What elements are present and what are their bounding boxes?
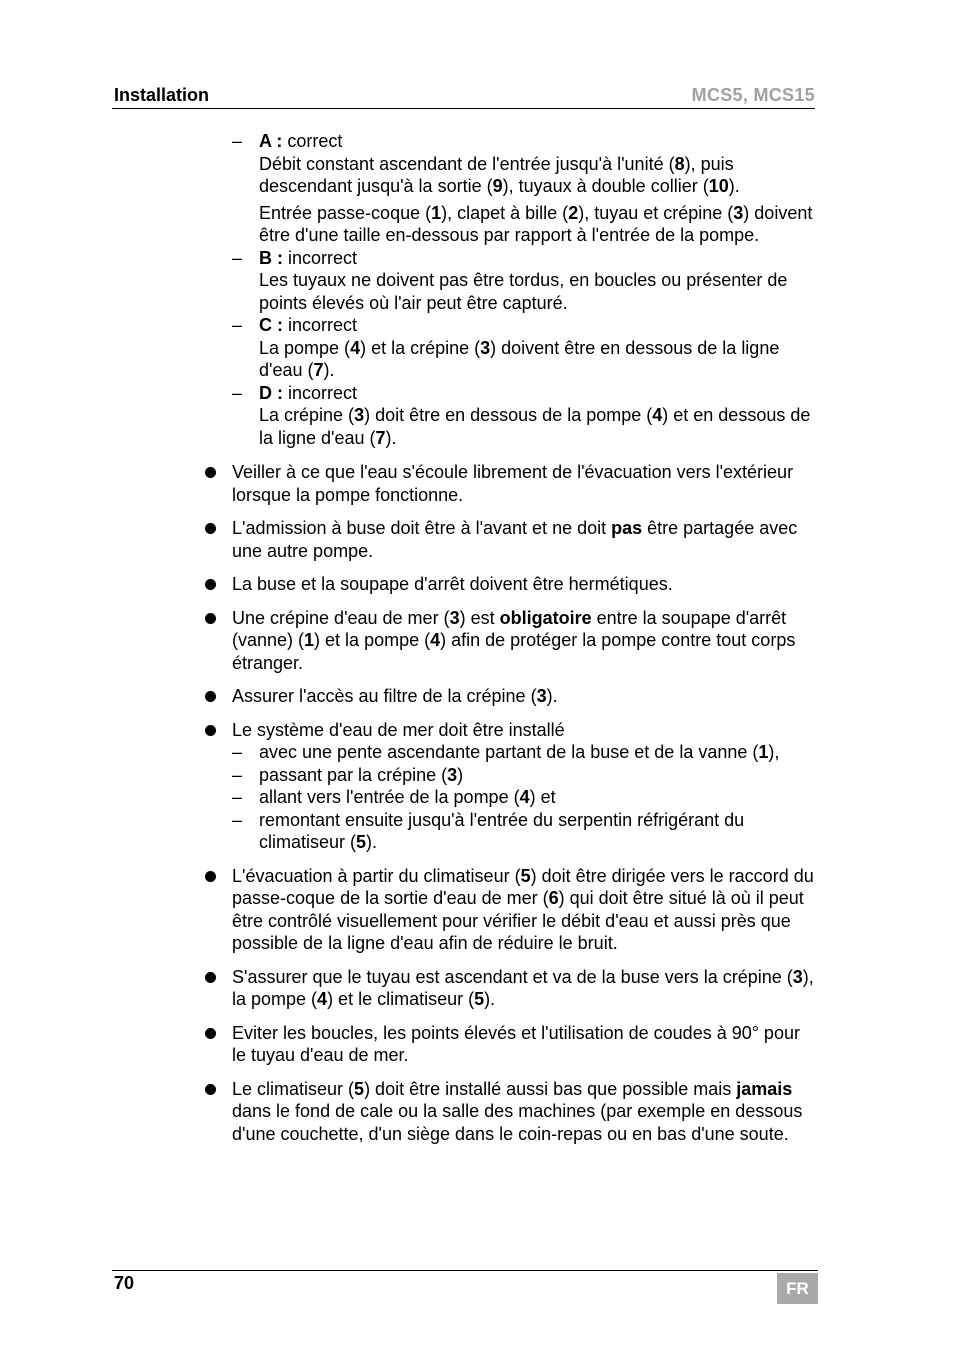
model-name: MCS5, MCS15 — [691, 85, 815, 105]
bold-reference: 5 — [356, 832, 367, 852]
sub-list-item-text: avec une pente ascendante partant de la buse et de la vanne (1), — [259, 742, 780, 762]
sub-list-item — [232, 809, 815, 854]
case-heading: D : incorrect — [259, 382, 358, 403]
bold-reference: 1 — [758, 742, 769, 762]
bold-reference: 10 — [708, 176, 729, 196]
list-item-text: Le système d'eau de mer doit être installé — [232, 719, 565, 740]
list-item — [0, 1022, 815, 1067]
bold-reference: 8 — [674, 153, 685, 174]
sub-list-item-text: passant par la crépine (3) — [259, 764, 464, 785]
diagram-case-item — [0, 382, 815, 450]
page-number: 70 — [114, 1273, 135, 1293]
list-item — [0, 573, 815, 596]
bold-reference: 3 — [480, 337, 491, 358]
list-item — [0, 1078, 815, 1146]
bullet-dot-icon — [205, 972, 216, 983]
bold-reference: 4 — [350, 337, 361, 358]
page-footer — [112, 1270, 818, 1298]
case-heading: A : correct — [259, 131, 343, 151]
list-item — [0, 865, 815, 955]
list-item-text: L'évacuation à partir du climatiseur (5) doit être dirigée vers le raccord du passe-coque de la sortie d'eau de mer (6) qui doit être situé là où il peut être contrôlé visuellement pour vérifier le débit d'eau et aussi près que possible de la ligne d'eau afin de réduire le bruit. — [232, 865, 814, 953]
section-title: Installation — [114, 85, 210, 105]
bullet-dot-icon — [205, 467, 216, 478]
case-heading: C : incorrect — [259, 315, 358, 335]
bold-reference: 4 — [652, 405, 663, 425]
dash-marker: – — [232, 764, 243, 785]
bold-reference: 3 — [733, 202, 744, 223]
bold-reference: 3 — [449, 607, 460, 628]
page-header — [112, 83, 815, 109]
bold-reference: 3 — [354, 405, 365, 425]
bold-reference: 5 — [354, 1078, 365, 1099]
list-item — [0, 685, 815, 708]
case-label: B : — [259, 247, 283, 268]
page-content — [0, 130, 954, 1156]
diagram-legend-list — [0, 130, 954, 449]
case-description: La crépine (3) doit être en dessous de la pompe (4) et en dessous de la ligne d'eau (7). — [259, 405, 811, 448]
bold-reference: 3 — [447, 764, 458, 785]
case-heading: B : incorrect — [259, 247, 358, 268]
case-label: D : — [259, 382, 283, 403]
list-item — [0, 607, 815, 675]
list-item-text: Assurer l'accès au filtre de la crépine (3). — [232, 686, 558, 706]
sub-list-item — [232, 786, 815, 809]
list-item — [0, 517, 815, 562]
diagram-case-item — [0, 130, 815, 247]
bold-reference: 6 — [548, 888, 559, 908]
bullet-dot-icon — [205, 691, 216, 702]
bold-reference: 3 — [792, 966, 803, 987]
list-item-text: S'assurer que le tuyau est ascendant et va de la buse vers la crépine (3), la pompe (4) et le climatiseur (5). — [232, 966, 814, 1009]
case-description: Les tuyaux ne doivent pas être tordus, en boucles ou présenter de points élevés où l'air peut être capturé. — [259, 270, 788, 313]
bullet-dot-icon — [205, 613, 216, 624]
bold-reference: 1 — [431, 202, 442, 223]
dash-marker: – — [232, 382, 243, 403]
bullet-dot-icon — [205, 871, 216, 882]
list-item — [0, 461, 815, 506]
bullet-dot-icon — [205, 523, 216, 534]
bold-reference: 5 — [474, 989, 485, 1009]
bold-reference: 7 — [375, 427, 386, 448]
bold-reference: 9 — [492, 176, 503, 196]
bold-reference: 4 — [430, 630, 441, 650]
case-label: A : — [259, 131, 283, 151]
sub-list-item-text: remontant ensuite jusqu'à l'entrée du serpentin réfrigérant du climatiseur (5). — [259, 809, 745, 852]
list-item-text: Le climatiseur (5) doit être installé aussi bas que possible mais jamais dans le fond de cale ou la salle des machines (par exemple en dessous d'une couchette, d'un siège dans le coin-repas ou en bas d'une soute. — [232, 1078, 803, 1144]
dash-marker: – — [232, 247, 243, 268]
sub-list-item — [232, 741, 815, 764]
list-item — [0, 966, 815, 1011]
bold-reference: jamais — [736, 1078, 793, 1099]
bold-reference: 1 — [304, 630, 315, 650]
bullet-dot-icon — [205, 1028, 216, 1039]
sub-list-item — [232, 764, 815, 787]
list-item-text: Eviter les boucles, les points élevés et l'utilisation de coudes à 90° pour le tuyau d'eau de mer. — [232, 1022, 800, 1065]
bold-reference: 5 — [520, 865, 531, 886]
bold-reference: 7 — [313, 360, 324, 380]
bold-reference: obligatoire — [499, 607, 592, 628]
dash-marker: – — [232, 809, 243, 830]
list-item-text: Veiller à ce que l'eau s'écoule librement de l'évacuation vers l'extérieur lorsque la pompe fonctionne. — [232, 462, 794, 505]
dash-marker: – — [232, 131, 243, 151]
list-item-text: L'admission à buse doit être à l'avant et ne doit pas être partagée avec une autre pompe. — [232, 518, 798, 561]
bold-reference: 4 — [519, 787, 530, 807]
diagram-case-item — [0, 314, 815, 382]
list-item-text: Une crépine d'eau de mer (3) est obligatoire entre la soupape d'arrêt (vanne) (1) et la pompe (4) afin de protéger la pompe contre tout corps étranger. — [232, 607, 796, 673]
bold-reference: 4 — [317, 989, 328, 1009]
bold-reference: pas — [611, 518, 643, 538]
bullet-dot-icon — [205, 725, 216, 736]
list-item-text: La buse et la soupape d'arrêt doivent être hermétiques. — [232, 574, 673, 594]
bold-reference: 2 — [568, 202, 579, 223]
dash-marker: – — [232, 742, 243, 762]
case-description: Entrée passe-coque (1), clapet à bille (2), tuyau et crépine (3) doivent être d'une taille en-dessous par rapport à l'entrée de la pompe. — [259, 202, 813, 245]
sub-list-item-text: allant vers l'entrée de la pompe (4) et — [259, 787, 556, 807]
dash-marker: – — [232, 315, 243, 335]
bold-reference: 3 — [536, 686, 547, 706]
dash-marker: – — [232, 787, 243, 807]
installation-bullet-list — [0, 461, 954, 1145]
bullet-dot-icon — [205, 579, 216, 590]
language-tab: FR — [777, 1273, 818, 1304]
diagram-case-item — [0, 247, 815, 315]
case-label: C : — [259, 315, 283, 335]
list-item — [0, 719, 815, 854]
case-description: La pompe (4) et la crépine (3) doivent être en dessous de la ligne d'eau (7). — [259, 337, 780, 380]
bullet-dot-icon — [205, 1084, 216, 1095]
case-description: Débit constant ascendant de l'entrée jusqu'à l'unité (8), puis descendant jusqu'à la sortie (9), tuyaux à double collier (10). — [259, 153, 740, 196]
